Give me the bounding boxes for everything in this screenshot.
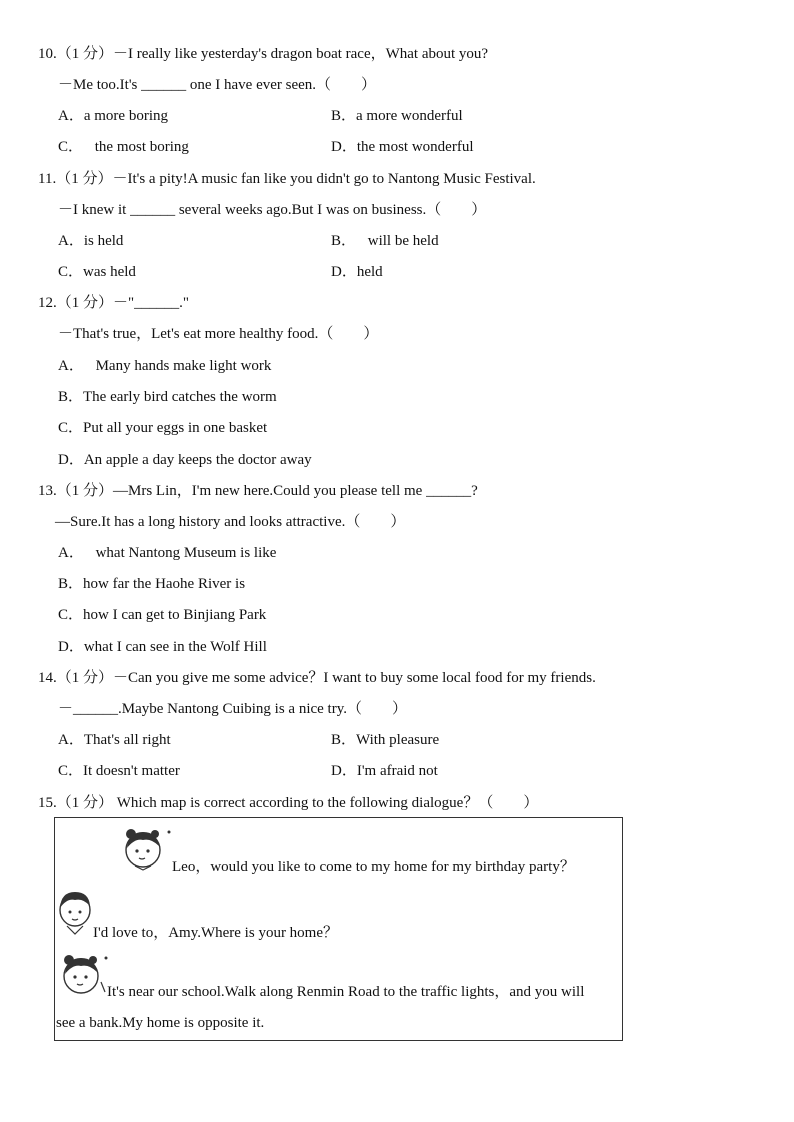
question-12-option-b[interactable] <box>58 390 277 405</box>
option-text: That's all right <box>83 732 171 748</box>
option-letter: C． <box>58 264 84 280</box>
question-10-option-a[interactable] <box>58 109 168 124</box>
option-text: It doesn't matter <box>83 763 180 779</box>
question-number: 15. <box>38 795 57 811</box>
dialogue-box <box>54 817 623 1041</box>
question-13-stem <box>38 484 478 499</box>
question-13-option-b[interactable] <box>58 577 245 592</box>
question-11-option-d[interactable] <box>331 265 383 280</box>
option-letter: A． <box>58 545 84 561</box>
question-text: －"______." <box>113 295 190 311</box>
option-letter: D． <box>331 139 357 155</box>
question-number: 11. <box>38 171 57 187</box>
question-13-option-c[interactable] <box>58 608 266 623</box>
question-13-option-a[interactable] <box>58 546 276 561</box>
option-letter: A． <box>58 358 84 374</box>
question-12-sub: －That's true，Let's eat more healthy food.（ ） <box>58 326 379 342</box>
question-score: （1 分） <box>56 295 114 311</box>
option-letter: D． <box>58 639 84 655</box>
question-14-sub: －______.Maybe Nantong Cuibing is a nice try.（ ） <box>58 701 407 717</box>
dialogue-line-amy-1: Leo，would you like to come to my home for my birthday party？ <box>172 859 575 875</box>
question-number: 12. <box>38 295 57 311</box>
dialogue-line-amy-3: see a bank.My home is opposite it. <box>56 1015 265 1031</box>
question-11-option-b[interactable] <box>331 234 439 249</box>
question-12-option-a[interactable] <box>58 359 271 374</box>
option-text: is held <box>83 233 124 249</box>
question-12-stem <box>38 296 189 311</box>
question-14-option-a[interactable] <box>58 733 171 748</box>
question-text: —Mrs Lin，I'm new here.Could you please tell me ______? <box>113 483 478 499</box>
question-14-option-d[interactable] <box>331 764 438 779</box>
option-text: With pleasure <box>356 732 440 748</box>
girl-avatar-icon <box>57 952 109 998</box>
option-text: The early bird catches the worm <box>83 389 277 405</box>
question-11-stem <box>38 172 536 187</box>
girl-avatar-icon <box>121 824 173 872</box>
question-10-stem <box>38 47 488 62</box>
question-14-stem <box>38 671 596 686</box>
option-letter: C． <box>58 607 84 623</box>
option-text: I'm afraid not <box>356 763 438 779</box>
question-text: －I really like yesterday's dragon boat race，What about you? <box>113 46 489 62</box>
option-text: was held <box>83 264 136 280</box>
question-11-option-a[interactable] <box>58 234 123 249</box>
question-10-option-d[interactable] <box>331 140 474 155</box>
option-text: Put all your eggs in one basket <box>83 420 268 436</box>
question-10-option-b[interactable] <box>331 109 463 124</box>
question-text: Which map is correct according to the following dialogue？（ ） <box>113 795 539 811</box>
option-text: Many hands make light work <box>91 358 272 374</box>
question-score: （1 分） <box>56 483 114 499</box>
boy-avatar-icon <box>57 888 95 938</box>
option-letter: B． <box>58 389 84 405</box>
option-text: how I can get to Binjiang Park <box>83 607 267 623</box>
option-letter: C． <box>58 420 84 436</box>
question-15-stem <box>38 796 538 811</box>
question-14-option-b[interactable] <box>331 733 439 748</box>
question-text: －Can you give me some advice？I want to buy some local food for my friends. <box>113 670 596 686</box>
question-text: －It's a pity!A music fan like you didn't go to Nantong Music Festival. <box>112 171 536 187</box>
option-letter: B． <box>331 233 357 249</box>
question-score: （1 分） <box>56 46 114 62</box>
question-score: （1 分） <box>56 795 114 811</box>
option-letter: A． <box>58 108 84 124</box>
option-letter: D． <box>331 763 357 779</box>
option-letter: D． <box>331 264 357 280</box>
option-text: the most wonderful <box>356 139 474 155</box>
option-letter: B． <box>331 732 357 748</box>
question-14-option-c[interactable] <box>58 764 180 779</box>
option-text: the most boring <box>91 139 189 155</box>
question-11-sub: －I knew it ______ several weeks ago.But I was on business.（ ） <box>58 202 487 218</box>
question-12-option-d[interactable] <box>58 453 312 468</box>
question-13-sub: —Sure.It has a long history and looks attractive.（ ） <box>55 514 406 530</box>
option-letter: D． <box>58 452 84 468</box>
option-text: a more wonderful <box>356 108 463 124</box>
option-letter: B． <box>58 576 84 592</box>
option-text: how far the Haohe River is <box>83 576 246 592</box>
question-10-sub: －Me too.It's ______ one I have ever seen.（ ） <box>58 77 377 93</box>
option-letter: A． <box>58 732 84 748</box>
question-score: （1 分） <box>56 670 114 686</box>
question-10-option-c[interactable] <box>58 140 189 155</box>
question-score: （1 分） <box>56 171 113 187</box>
option-letter: C． <box>58 139 84 155</box>
dialogue-line-leo: I'd love to，Amy.Where is your home？ <box>93 925 339 941</box>
question-13-option-d[interactable] <box>58 640 267 655</box>
option-text: held <box>356 264 383 280</box>
question-number: 13. <box>38 483 57 499</box>
option-text: what Nantong Museum is like <box>91 545 277 561</box>
option-text: will be held <box>364 233 439 249</box>
option-text: what I can see in the Wolf Hill <box>83 639 267 655</box>
option-letter: A． <box>58 233 84 249</box>
dialogue-line-amy-2: It's near our school.Walk along Renmin Road to the traffic lights，and you will <box>107 984 585 1000</box>
option-text: a more boring <box>83 108 168 124</box>
option-letter: B． <box>331 108 357 124</box>
question-number: 14. <box>38 670 57 686</box>
question-12-option-c[interactable] <box>58 421 267 436</box>
question-number: 10. <box>38 46 57 62</box>
option-text: An apple a day keeps the doctor away <box>83 452 312 468</box>
option-letter: C． <box>58 763 84 779</box>
question-11-option-c[interactable] <box>58 265 136 280</box>
